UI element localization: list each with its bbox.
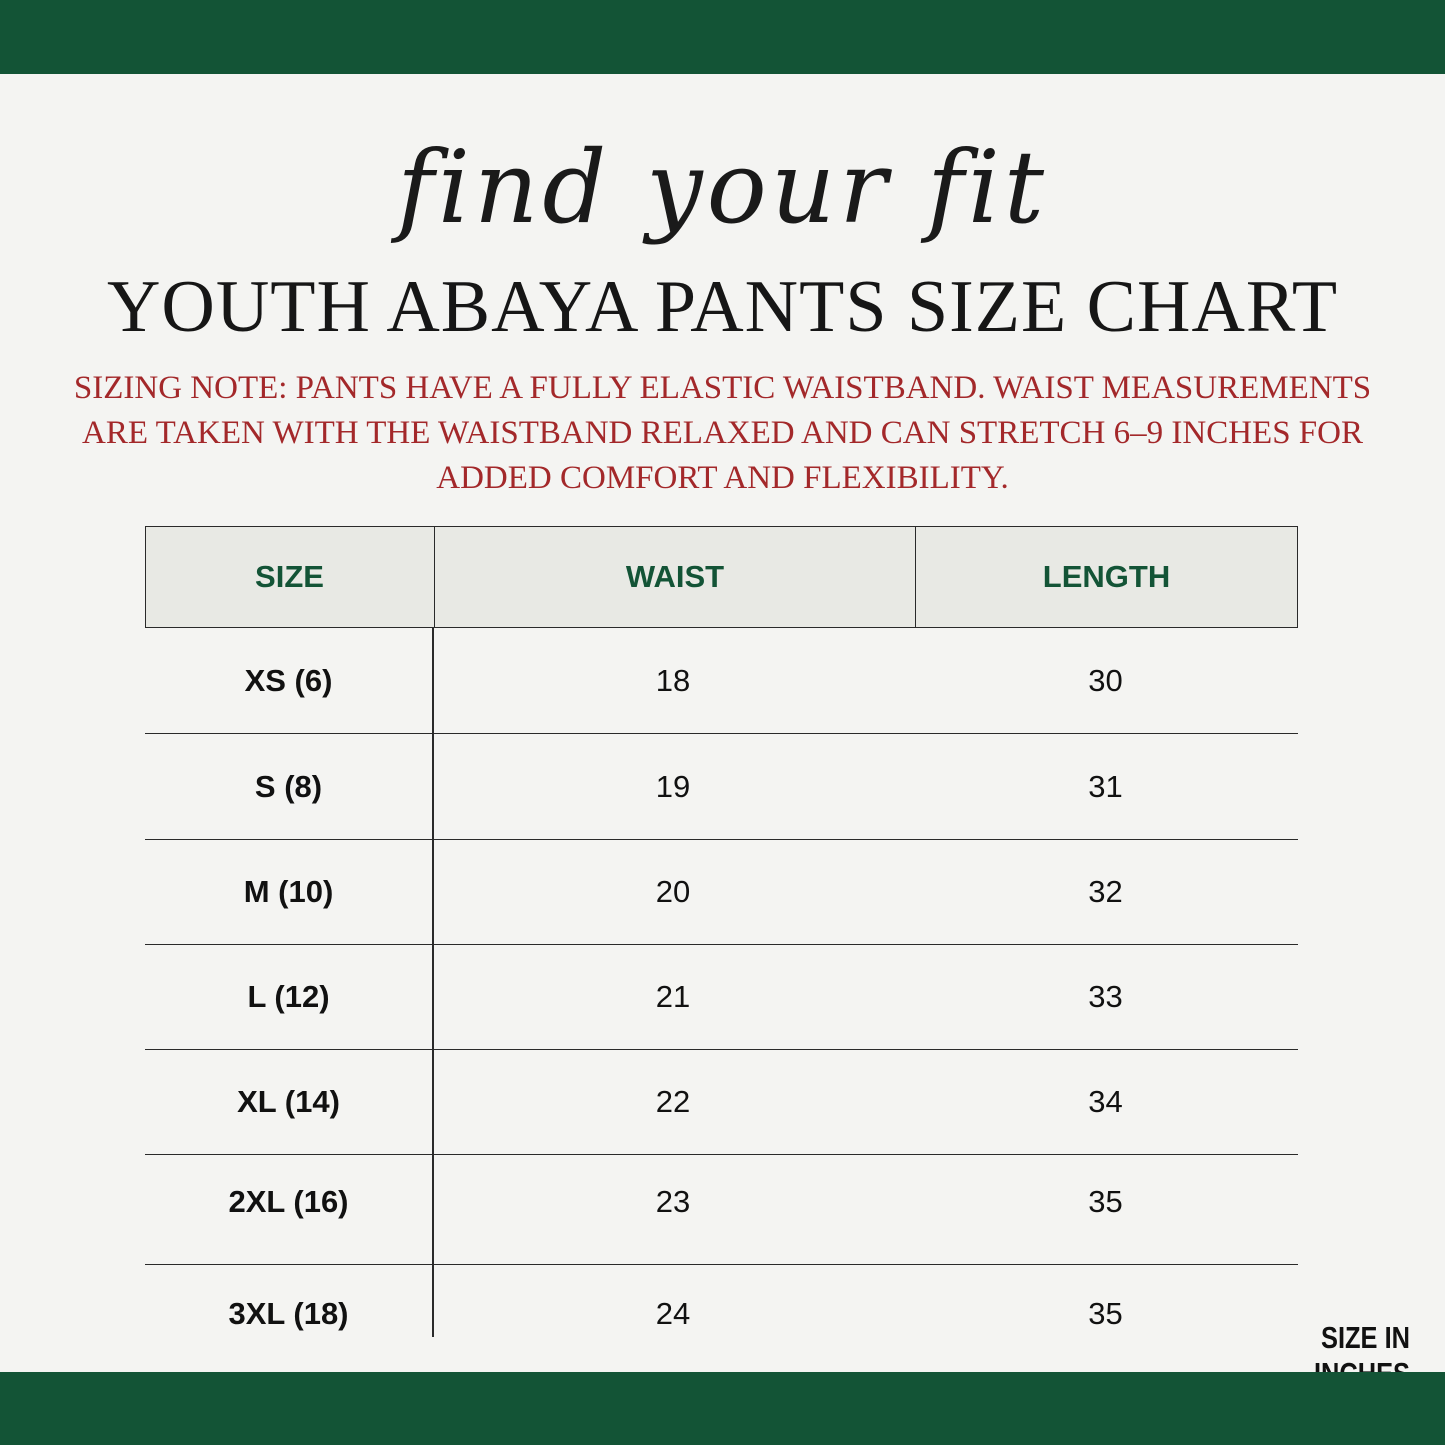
header-length: LENGTH (1042, 559, 1171, 594)
table-row (145, 734, 1298, 840)
size-cell: XL (14) (237, 1084, 340, 1119)
table-row (145, 839, 1298, 945)
size-cell: 2XL (16) (228, 1184, 349, 1219)
waist-cell: 23 (655, 1184, 691, 1219)
size-cell: 3XL (18) (228, 1296, 349, 1331)
size-cell: XS (6) (244, 663, 333, 698)
script-title: find your fit (396, 129, 1049, 246)
length-cell: 35 (1088, 1184, 1123, 1219)
length-cell: 30 (1088, 663, 1123, 698)
size-cell: L (12) (247, 979, 330, 1014)
header-size: SIZE (255, 559, 324, 594)
waist-cell: 24 (655, 1296, 691, 1331)
table-header (145, 526, 1298, 628)
length-cell: 31 (1088, 769, 1123, 804)
waist-cell: 21 (655, 979, 691, 1014)
waist-cell: 22 (655, 1084, 691, 1119)
top-banner (0, 0, 1445, 74)
bottom-banner (0, 1372, 1445, 1445)
size-cell: M (10) (243, 874, 334, 909)
table-row (145, 1266, 1298, 1362)
length-cell: 34 (1088, 1084, 1123, 1119)
table-row (145, 1049, 1298, 1155)
page-title: YOUTH ABAYA PANTS SIZE CHART (106, 266, 1339, 348)
length-cell: 33 (1088, 979, 1123, 1014)
length-cell: 32 (1088, 874, 1123, 909)
table-row (145, 1154, 1298, 1265)
units-label: SIZE IN (1321, 1320, 1410, 1355)
length-cell: 35 (1088, 1296, 1123, 1331)
sizing-note: SIZING NOTE: PANTS HAVE A FULLY ELASTIC WAISTBAND. WAIST MEASUREMENTS ARE TAKEN WITH THE WAISTBAND RELAXED AND CAN STRETCH 6–9 INCHES FOR ADDED COMFORT AND FLEXIBILITY. (73, 370, 1372, 496)
table-row (145, 944, 1298, 1050)
size-cell: S (8) (254, 769, 323, 804)
waist-cell: 18 (655, 663, 691, 698)
table-row (145, 628, 1298, 734)
header-waist: WAIST (434, 527, 916, 627)
waist-cell: 19 (655, 769, 691, 804)
waist-cell: 20 (655, 874, 691, 909)
